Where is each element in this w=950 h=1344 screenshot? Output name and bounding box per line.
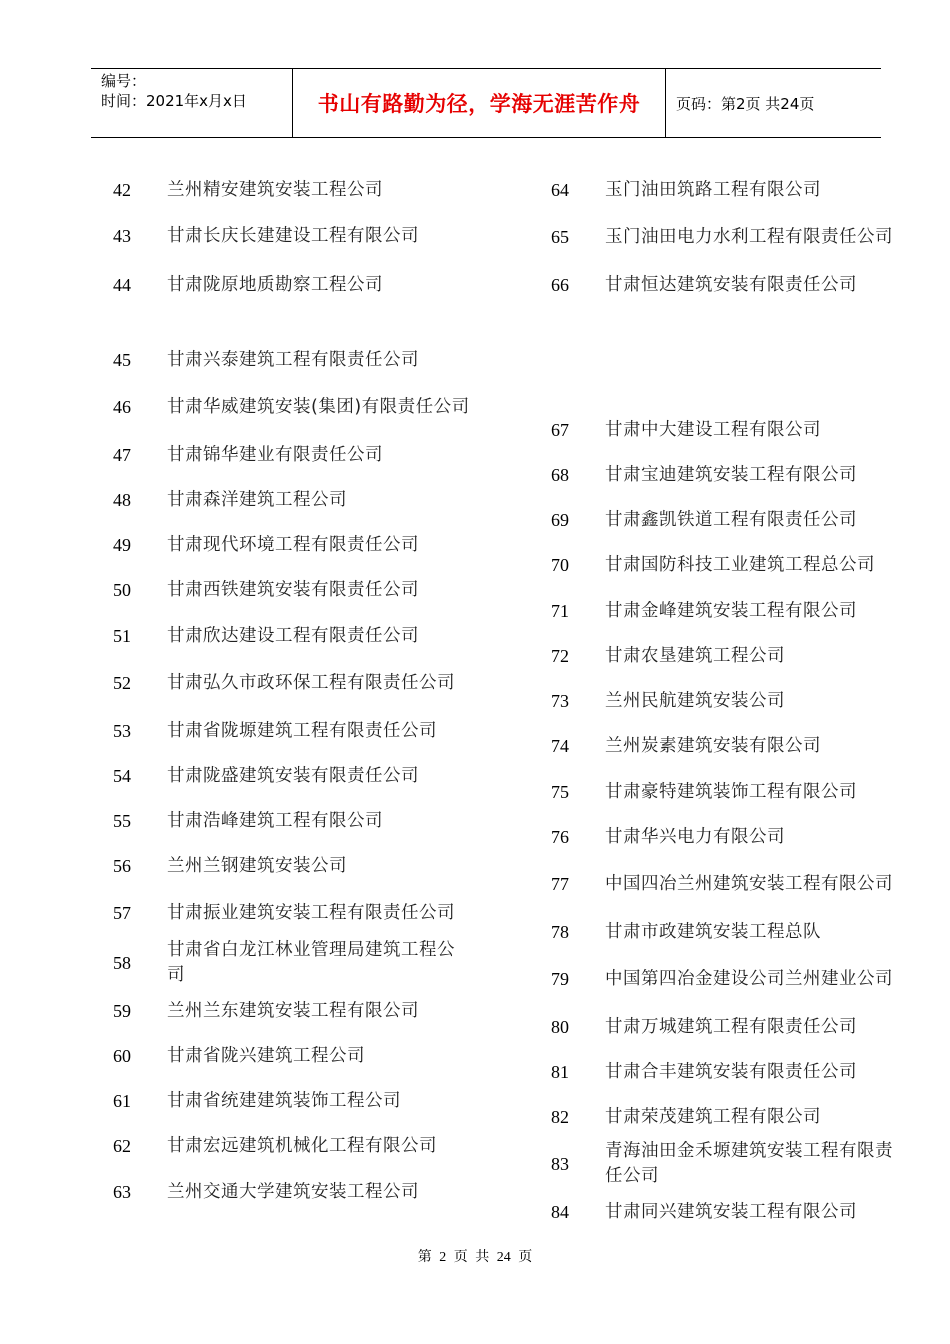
list-item (110, 167, 470, 213)
item-number: 82 (551, 1106, 569, 1127)
company-name: 甘肃宝迪建筑安装工程有限公司 (605, 464, 857, 485)
company-name: 甘肃恒达建筑安装有限责任公司 (605, 274, 857, 295)
company-name: 甘肃浩峰建筑工程有限公司 (167, 810, 383, 831)
footer-page-number: 2 (439, 1250, 447, 1265)
company-name: 甘肃合丰建筑安装有限责任公司 (605, 1061, 857, 1082)
company-name: 青海油田金禾塬建筑安装工程有限责任公司 (605, 1141, 893, 1186)
list-item (548, 262, 898, 308)
list-item (110, 213, 470, 259)
company-name: 中国第四冶金建设公司兰州建业公司 (605, 968, 893, 989)
item-number: 71 (551, 600, 569, 621)
list-item (548, 542, 898, 588)
list-item (548, 861, 898, 907)
item-number: 83 (551, 1153, 569, 1174)
list-item (548, 1141, 898, 1187)
list-item (110, 843, 470, 889)
footer-page-word: 页 (453, 1250, 468, 1265)
item-number: 43 (113, 225, 131, 246)
item-number: 73 (551, 690, 569, 711)
list-item (110, 613, 470, 659)
item-number: 72 (551, 645, 569, 666)
motto: 书山有路勤为径，学海无涯苦作舟 (317, 92, 641, 116)
company-name: 甘肃国防科技工业建筑工程总公司 (605, 554, 875, 575)
item-number: 84 (551, 1201, 569, 1222)
time-label: 时间：2021年x月x日 (101, 92, 247, 110)
item-number: 58 (113, 952, 131, 973)
item-number: 63 (113, 1181, 131, 1202)
company-name: 甘肃西铁建筑安装有限责任公司 (167, 579, 419, 600)
list-item (110, 262, 470, 308)
item-number: 68 (551, 464, 569, 485)
item-number: 61 (113, 1090, 131, 1111)
list-item (110, 1123, 470, 1169)
item-number: 45 (113, 349, 131, 370)
list-item (110, 940, 470, 986)
list-item (548, 1004, 898, 1050)
company-name: 甘肃万城建筑工程有限责任公司 (605, 1016, 857, 1037)
company-name: 中国四冶兰州建筑安装工程有限公司 (605, 873, 893, 894)
company-name: 甘肃森洋建筑工程公司 (167, 489, 347, 510)
company-name: 甘肃华威建筑安装(集团)有限责任公司 (167, 396, 470, 417)
list-item (548, 1049, 898, 1095)
company-name: 甘肃省陇兴建筑工程公司 (167, 1045, 365, 1066)
company-name: 甘肃陇原地质勘察工程公司 (167, 274, 383, 295)
list-item (110, 798, 470, 844)
list-item (110, 384, 470, 430)
list-item (548, 956, 898, 1002)
item-number: 52 (113, 672, 131, 693)
item-number: 66 (551, 274, 569, 295)
list-item (110, 522, 470, 568)
company-name: 兰州民航建筑安装公司 (605, 690, 785, 711)
company-name: 甘肃弘久市政环保工程有限责任公司 (167, 672, 455, 693)
company-name: 甘肃现代环境工程有限责任公司 (167, 534, 419, 555)
item-number: 55 (113, 810, 131, 831)
item-number: 65 (551, 226, 569, 247)
list-item (548, 497, 898, 543)
list-item (110, 988, 470, 1034)
item-number: 48 (113, 489, 131, 510)
company-name: 甘肃陇盛建筑安装有限责任公司 (167, 765, 419, 786)
item-number: 56 (113, 855, 131, 876)
item-number: 44 (113, 274, 131, 295)
list-item (548, 909, 898, 955)
page-footer (0, 1246, 950, 1266)
item-number: 59 (113, 1000, 131, 1021)
item-number: 78 (551, 921, 569, 942)
header-motto-cell (293, 69, 666, 137)
item-number: 50 (113, 579, 131, 600)
item-number: 74 (551, 735, 569, 756)
list-item (548, 814, 898, 860)
item-number: 70 (551, 554, 569, 575)
item-number: 80 (551, 1016, 569, 1037)
footer-total-pages: 24 (496, 1250, 511, 1265)
document-header (91, 68, 881, 138)
company-name: 甘肃省统建建筑装饰工程公司 (167, 1090, 401, 1111)
item-number: 53 (113, 720, 131, 741)
company-name: 玉门油田电力水利工程有限责任公司 (605, 226, 893, 247)
item-number: 69 (551, 509, 569, 530)
company-name: 甘肃兴泰建筑工程有限责任公司 (167, 349, 419, 370)
company-name: 兰州精安建筑安装工程公司 (167, 179, 383, 200)
item-number: 47 (113, 444, 131, 465)
footer-total-word: 页 (518, 1250, 533, 1265)
company-name: 甘肃中大建设工程有限公司 (605, 419, 821, 440)
list-item (548, 678, 898, 724)
list-item (110, 1033, 470, 1079)
list-item (548, 214, 898, 260)
list-item (110, 708, 470, 754)
footer-total-prefix: 共 (475, 1250, 490, 1265)
list-item (548, 723, 898, 769)
list-item (110, 1078, 470, 1124)
company-name: 甘肃省陇塬建筑工程有限责任公司 (167, 720, 437, 741)
company-name: 甘肃金峰建筑安装工程有限公司 (605, 600, 857, 621)
list-item (548, 167, 898, 213)
code-label: 编号： (101, 72, 147, 90)
company-name: 甘肃宏远建筑机械化工程有限公司 (167, 1135, 437, 1156)
item-number: 81 (551, 1061, 569, 1082)
item-number: 79 (551, 968, 569, 989)
company-name: 甘肃鑫凯铁道工程有限责任公司 (605, 509, 857, 530)
item-number: 62 (113, 1135, 131, 1156)
list-item (110, 1169, 470, 1215)
header-page-cell (666, 69, 881, 137)
company-name: 兰州兰东建筑安装工程有限公司 (167, 1000, 419, 1021)
company-name: 甘肃豪特建筑装饰工程有限公司 (605, 781, 857, 802)
list-item (548, 769, 898, 815)
item-number: 77 (551, 873, 569, 894)
list-item (548, 588, 898, 634)
page-info: 页码：第2页 共24页 (676, 94, 815, 113)
list-item (110, 337, 470, 383)
company-name: 玉门油田筑路工程有限公司 (605, 179, 821, 200)
list-item (548, 407, 898, 453)
item-number: 54 (113, 765, 131, 786)
company-name: 甘肃华兴电力有限公司 (605, 826, 785, 847)
list-item (110, 567, 470, 613)
item-number: 42 (113, 179, 131, 200)
company-name: 甘肃长庆长建建设工程有限公司 (167, 225, 419, 246)
company-name: 兰州兰钢建筑安装公司 (167, 855, 347, 876)
company-name: 兰州交通大学建筑安装工程公司 (167, 1181, 419, 1202)
company-name: 甘肃市政建筑安装工程总队 (605, 921, 821, 942)
list-item (110, 660, 470, 706)
company-name: 甘肃振业建筑安装工程有限责任公司 (167, 902, 455, 923)
list-item (548, 1189, 898, 1235)
list-item (110, 432, 470, 478)
item-number: 76 (551, 826, 569, 847)
company-name: 兰州炭素建筑安装有限公司 (605, 735, 821, 756)
item-number: 67 (551, 419, 569, 440)
list-item (548, 633, 898, 679)
company-name: 甘肃同兴建筑安装工程有限公司 (605, 1201, 857, 1222)
list-item (110, 753, 470, 799)
company-name: 甘肃省白龙江林业管理局建筑工程公司 (167, 940, 455, 985)
company-name: 甘肃荣茂建筑工程有限公司 (605, 1106, 821, 1127)
footer-prefix: 第 (417, 1250, 432, 1265)
company-name: 甘肃锦华建业有限责任公司 (167, 444, 383, 465)
item-number: 57 (113, 902, 131, 923)
item-number: 60 (113, 1045, 131, 1066)
list-item (548, 452, 898, 498)
item-number: 51 (113, 625, 131, 646)
company-name: 甘肃欣达建设工程有限责任公司 (167, 625, 419, 646)
company-name: 甘肃农垦建筑工程公司 (605, 645, 785, 666)
header-meta (91, 69, 293, 137)
list-item (548, 1094, 898, 1140)
list-item (110, 890, 470, 936)
item-number: 49 (113, 534, 131, 555)
item-number: 75 (551, 781, 569, 802)
item-number: 64 (551, 179, 569, 200)
list-item (110, 477, 470, 523)
item-number: 46 (113, 396, 131, 417)
